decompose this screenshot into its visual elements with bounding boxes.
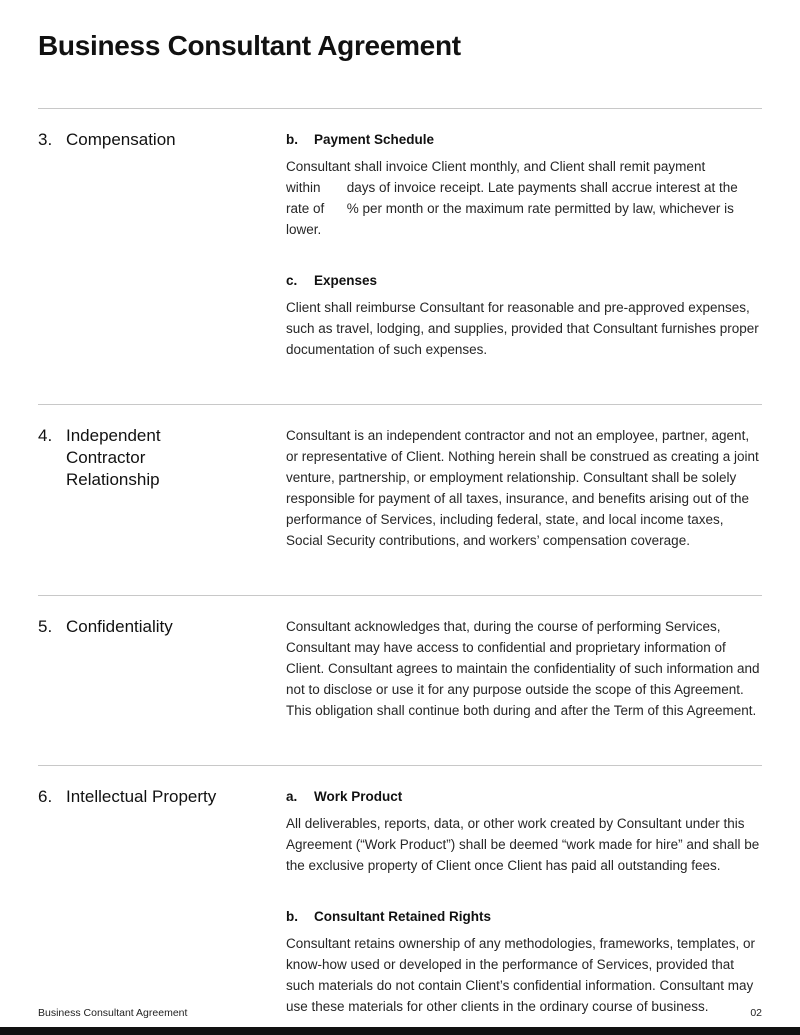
paragraph: Consultant acknowledges that, during the course of performing Services, Consultant may have access to confidential and proprietary information of Client. Consultant agrees to maintain the confidentiality of such information and not to disclose or use it for any purpose outside the scope of this Agreement. This obligation shall continue both during and after the Term of this Agreement.	[286, 619, 760, 718]
subsection-expenses	[286, 270, 760, 360]
section-number: 4.	[38, 426, 53, 445]
section-body	[286, 129, 762, 360]
subsection-label: Payment Schedule	[314, 132, 435, 147]
section-number: 3.	[38, 130, 53, 149]
page-title: Business Consultant Agreement	[38, 30, 461, 61]
subsection-heading	[286, 786, 760, 807]
section-intellectual-property	[38, 766, 762, 1017]
subsection-heading	[286, 906, 760, 927]
subsection-letter: c.	[286, 273, 298, 288]
section-heading: Intellectual Property	[66, 787, 217, 806]
paragraph: Client shall reimburse Consultant for reasonable and pre-approved expenses, such as travel, lodging, and supplies, provided that Consultant furnishes proper documentation of such expenses.	[286, 300, 759, 357]
section-heading-block	[38, 129, 286, 360]
paragraph: Consultant retains ownership of any methodologies, frameworks, templates, or know-how used or developed in the performance of Services, provided that such materials do not contain Client’s confidential information. Consultant may use these materials for other clients in the ordinary course of business.	[286, 936, 755, 1014]
paragraph: Consultant is an independent contractor and not an employee, partner, agent, or representative of Client. Nothing herein shall be construed as creating a joint venture, partnership, or employment relationship. Consultant shall be solely responsible for payment of all taxes, insurance, and benefits arising out of the performance of Services, including federal, state, and local income taxes, Social Security contributions, and workers’ compensation coverage.	[286, 428, 759, 548]
paragraph: All deliverables, reports, data, or other work created by Consultant under this Agreement (“Work Product”) shall be deemed “work made for hire” and shall be the exclusive property of Client once Client has paid all outstanding fees.	[286, 816, 760, 873]
subsection-consultant-retained-rights	[286, 906, 760, 1017]
bottom-bar	[0, 1027, 800, 1035]
subsection-payment-schedule	[286, 129, 760, 240]
section-independent-contractor	[38, 405, 762, 595]
footer-document-title: Business Consultant Agreement	[38, 1007, 188, 1019]
subsection-label: Consultant Retained Rights	[314, 909, 492, 924]
subsection-letter: b.	[286, 132, 298, 147]
section-heading: Compensation	[66, 130, 176, 149]
section-number: 5.	[38, 617, 53, 636]
subsection-letter: b.	[286, 909, 298, 924]
paragraph: Consultant shall invoice Client monthly, and Client shall remit payment within days of invoice receipt. Late payments shall accrue interest at the rate of % per month or the maximum rate permitted by law, whichever is lower.	[286, 159, 738, 237]
subsection-letter: a.	[286, 789, 298, 804]
page-number: 02	[750, 1007, 762, 1019]
section-compensation	[38, 109, 762, 404]
section-number: 6.	[38, 787, 53, 806]
subsection-label: Expenses	[314, 273, 378, 288]
subsection-heading	[286, 129, 760, 150]
section-body	[286, 425, 762, 551]
section-heading-block	[38, 786, 286, 1017]
subsection-label: Work Product	[314, 789, 403, 804]
section-heading-block	[38, 425, 286, 551]
subsection-work-product	[286, 786, 760, 876]
section-heading-block	[38, 616, 286, 721]
section-heading: Confidentiality	[66, 617, 173, 636]
page-footer	[38, 1007, 762, 1019]
section-heading: Independent Contractor Relationship	[66, 426, 161, 489]
section-body	[286, 616, 762, 721]
section-confidentiality	[38, 596, 762, 765]
section-body	[286, 786, 762, 1017]
subsection-heading	[286, 270, 760, 291]
